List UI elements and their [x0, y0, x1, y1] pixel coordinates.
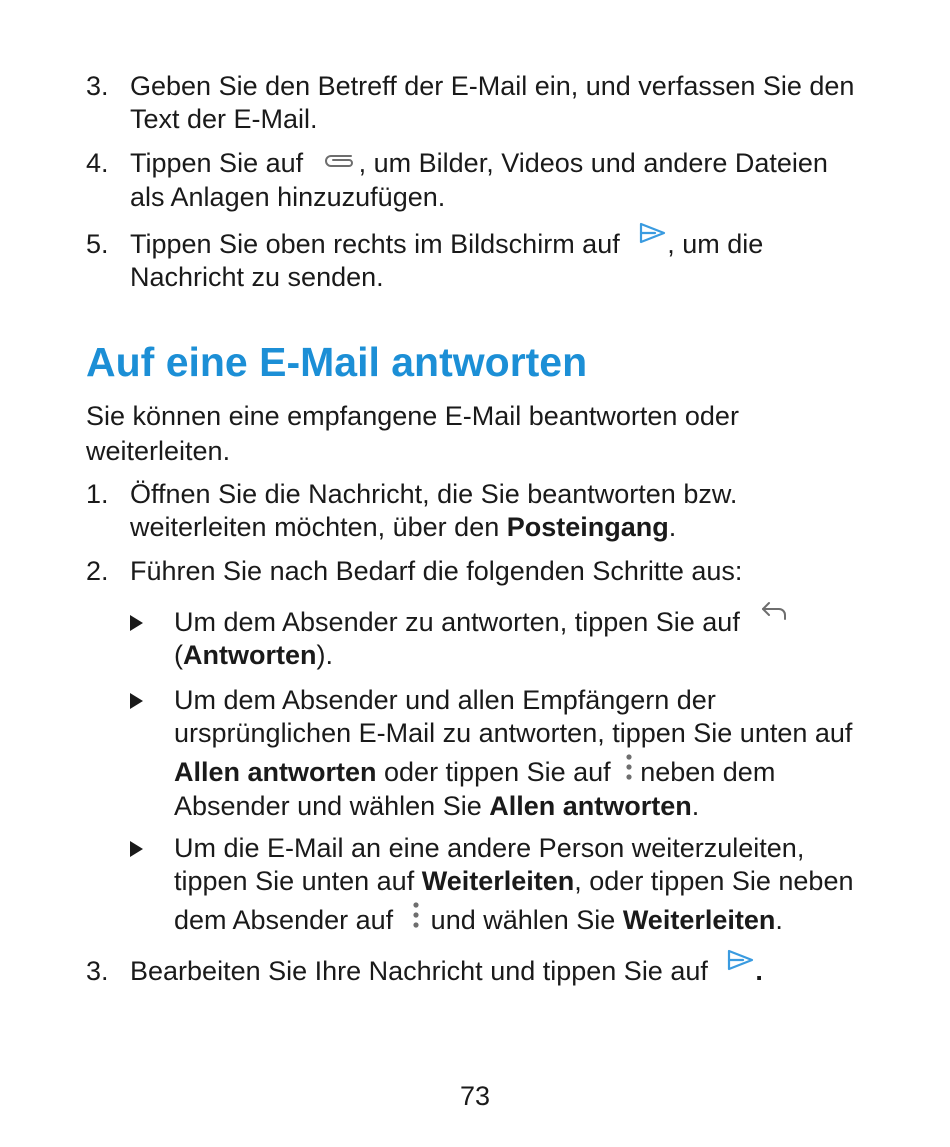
- step-text: Tippen Sie oben rechts im Bildschirm auf: [130, 229, 620, 259]
- step-number: 4.: [86, 148, 109, 178]
- step-number: 3.: [86, 71, 109, 101]
- step-text-line: Öffnen Sie die Nachricht, die Sie beantworten bzw.: [130, 479, 738, 509]
- bold-term: Antworten: [183, 640, 317, 670]
- more-vertical-icon: [411, 900, 421, 938]
- step-number: 3.: [86, 956, 109, 986]
- bold-term: Allen antworten: [174, 757, 377, 787]
- paperclip-icon: [323, 148, 357, 181]
- bold-term: Posteingang: [506, 512, 669, 542]
- step-text: Tippen Sie auf: [130, 148, 304, 178]
- document-page: 3. Geben Sie den Betreff der E-Mail ein, und verfassen Sie den Text der E-Mail. 4. Tippen Sie auf , um Bilder, Videos und andere Dateien als Anlagen hinzuzufügen. 5. Tippen Sie oben rechts im Bildschirm auf , um die Nachricht zu senden. Auf eine E-Mail antworten Sie können eine empfangene E-Mail beantworten oder weiterleiten. 1. Öffnen Sie die Nachricht, die Sie beantworten bzw. weiterleiten möchten, über den Posteingang. 2. Führen Sie nach Bedarf die folgenden Schritte aus: Um dem Absender zu antworten, tippen Sie auf (Antworten). Um dem Absender und allen Empfängern der ursprünglichen E-Mail zu antworten, tippen Sie unten auf Allen antworten oder tippen Sie auf neben dem Absender und wählen Sie Allen antworten. Um die E-Mail an eine andere Person weiterzuleiten, tippen Sie unten auf Weiterleiten, oder tippen Sie neben dem Absender auf und wählen Sie Weiterleiten. 3. Bearbeiten Sie Ihre Nachricht und tippen Sie auf . 73: [0, 0, 950, 1147]
- step-number: 5.: [86, 229, 109, 259]
- page-number: 73: [459, 1081, 491, 1111]
- step-text: , um die: [667, 229, 764, 259]
- step-number: 1.: [86, 479, 109, 509]
- step-text-line: Text der E-Mail.: [130, 104, 318, 134]
- bold-term: Allen antworten: [489, 790, 692, 821]
- more-vertical-icon: [624, 752, 634, 790]
- step-text-line: Geben Sie den Betreff der E-Mail ein, und verfassen Sie den: [130, 71, 855, 101]
- send-icon: [725, 947, 755, 985]
- step-text-line: als Anlagen hinzuzufügen.: [130, 182, 446, 213]
- step-number: 2.: [86, 556, 109, 586]
- bullet-marker: [130, 841, 143, 857]
- bullet-marker: [130, 615, 143, 631]
- reply-icon: [759, 599, 789, 633]
- bullet-marker: [130, 693, 143, 709]
- section-heading: Auf eine E-Mail antworten: [86, 339, 588, 385]
- step-text-line: Führen Sie nach Bedarf die folgenden Schritte aus:: [130, 556, 743, 586]
- intro-paragraph: Sie können eine empfangene E-Mail beantworten oder weiterleiten.: [86, 401, 739, 466]
- bold-term: Weiterleiten: [622, 905, 776, 935]
- send-icon: [637, 220, 667, 258]
- step-text: , um Bilder, Videos und andere Dateien: [358, 148, 828, 178]
- bold-term: Weiterleiten: [421, 866, 575, 896]
- step-text-line: Nachricht zu senden.: [130, 262, 384, 292]
